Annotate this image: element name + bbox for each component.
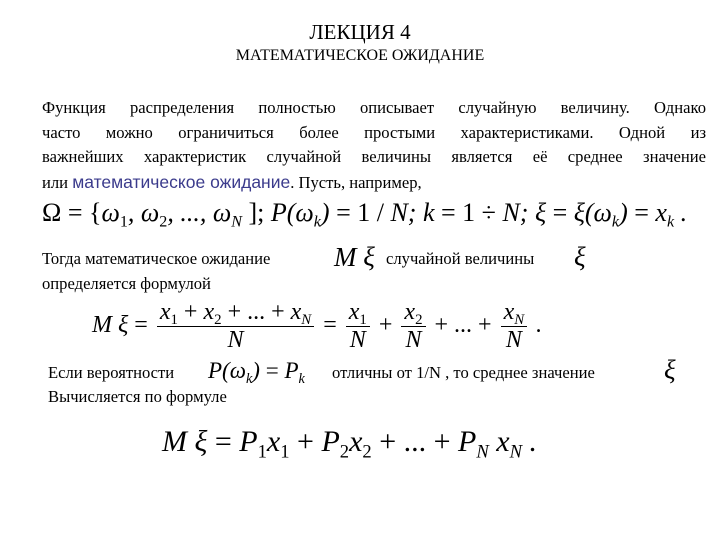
intro-paragraph <box>42 96 706 195</box>
lecture-subtitle: МАТЕМАТИЧЕСКОЕ ОЖИДАНИЕ <box>235 47 485 64</box>
formula-uniform-mean: M ξ = $\frac{x_1 + x_2 + ... + x_N}{N}$ = $\frac{x_1}{N}$ + $\frac{x_2}{N}$ + ... + $\frac{x_N}{N}$ . <box>92 299 543 354</box>
formula-omega-definition: $\Omega = \{\omega_1$, $\omega_2$, ..., $\omega_N$ ]; $P(\omega_k) = 1 / N$; k = 1 ÷ N; $\xi = \xi(\omega_k) = x_k$ . <box>42 198 688 231</box>
mean-sentence-line2: определяется формулой <box>42 274 211 293</box>
intro-line-4-suffix: . Пусть, например, <box>290 172 422 192</box>
fraction-xn: $\frac{x_N}{N}$ <box>501 300 528 353</box>
prob-symbol: $P(\omega_k) = P_k$ <box>208 358 305 387</box>
intro-line-4 <box>42 170 706 196</box>
fraction-x2: $\frac{x_2}{N}$ <box>401 300 425 353</box>
highlight-term: математическое ожидание <box>72 171 291 192</box>
fraction-x1: $\frac{x_1}{N}$ <box>346 300 370 353</box>
fraction-sum: $\frac{x_1 + x_2 + ... + x_N}{N}$ <box>157 300 314 353</box>
lecture-title: ЛЕКЦИЯ 4 <box>309 20 411 44</box>
intro-line-3: важнейших характеристик случайной величины является её среднее значение <box>42 147 706 166</box>
intro-line-4-prefix: или <box>42 172 69 192</box>
xi-symbol: ξ <box>574 242 586 272</box>
mean-sentence-part1: Тогда математическое ожидание <box>42 249 271 268</box>
mean-symbol: M ξ <box>334 242 375 272</box>
mean-sentence-part2: случайной величины <box>386 249 535 268</box>
prob-sentence-part2: отличны от 1/N , то среднее значение <box>332 363 595 382</box>
xi-symbol-2: ξ <box>664 355 676 385</box>
formula-weighted-mean: M $\xi = P_1x_1 + P_2x_2$ + ... + $P_N$ $x_N$ . <box>162 425 537 463</box>
prob-sentence-line2: Вычисляется по формуле <box>48 387 227 406</box>
prob-sentence-part1: Если вероятности <box>48 363 175 382</box>
intro-line-1: Функция распределения полностью описывает случайную величину. Однако <box>42 98 706 117</box>
intro-line-2: часто можно ограничиться более простыми характеристиками. Одной из <box>42 122 706 142</box>
